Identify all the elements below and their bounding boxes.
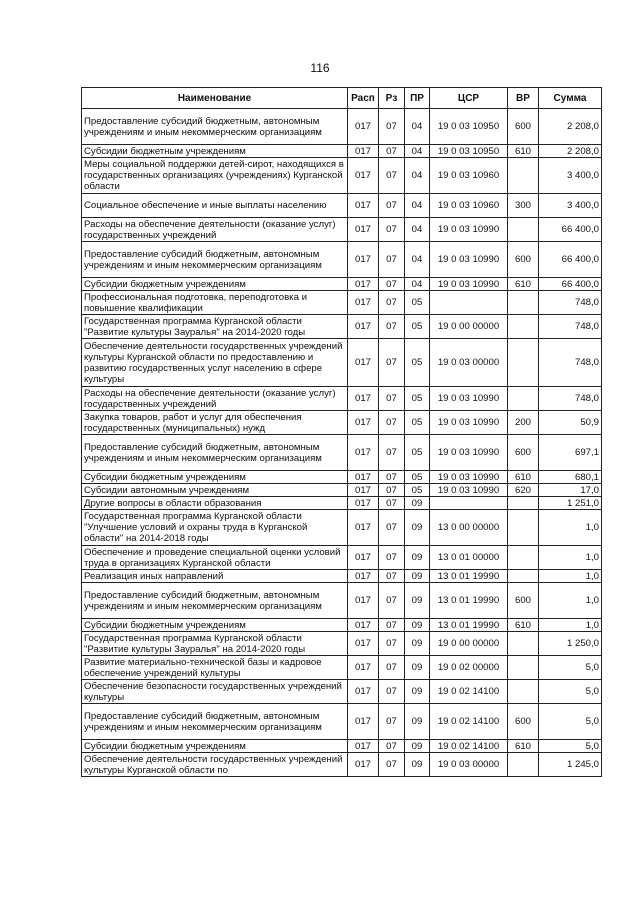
cell-rz: 07 — [379, 740, 405, 753]
cell-rasp: 017 — [348, 656, 379, 680]
cell-name: Предоставление субсидий бюджетным, автономным учреждениям и иным некоммерческим организациям — [82, 704, 348, 740]
cell-vr: 620 — [508, 484, 539, 497]
cell-vr: 600 — [508, 242, 539, 278]
cell-rasp: 017 — [348, 435, 379, 471]
cell-sum: 748,0 — [539, 291, 602, 315]
cell-vr: 600 — [508, 109, 539, 145]
cell-sum: 1 251,0 — [539, 497, 602, 510]
cell-csr: 19 0 00 00000 — [430, 315, 508, 339]
cell-rz: 07 — [379, 619, 405, 632]
cell-csr: 13 0 01 19990 — [430, 583, 508, 619]
cell-sum: 748,0 — [539, 339, 602, 387]
cell-rasp: 017 — [348, 278, 379, 291]
cell-name: Социальное обеспечение и иные выплаты населению — [82, 194, 348, 218]
cell-csr: 19 0 02 00000 — [430, 656, 508, 680]
table-row — [82, 158, 602, 194]
cell-rz: 07 — [379, 194, 405, 218]
cell-sum: 2 208,0 — [539, 145, 602, 158]
cell-vr — [508, 680, 539, 704]
cell-sum: 1,0 — [539, 510, 602, 546]
cell-pr: 09 — [405, 704, 430, 740]
cell-sum: 1 250,0 — [539, 632, 602, 656]
cell-rz: 07 — [379, 278, 405, 291]
cell-rz: 07 — [379, 484, 405, 497]
cell-rz: 07 — [379, 291, 405, 315]
cell-pr: 04 — [405, 242, 430, 278]
cell-csr: 19 0 03 10960 — [430, 194, 508, 218]
cell-rz: 07 — [379, 497, 405, 510]
header-name: Наименование — [82, 88, 348, 109]
table-body — [82, 109, 602, 777]
cell-csr: 19 0 03 10990 — [430, 218, 508, 242]
cell-vr — [508, 497, 539, 510]
table-row — [82, 510, 602, 546]
cell-pr: 09 — [405, 740, 430, 753]
cell-rz: 07 — [379, 242, 405, 278]
cell-rasp: 017 — [348, 570, 379, 583]
cell-rasp: 017 — [348, 145, 379, 158]
cell-name: Государственная программа Курганской области "Улучшение условий и охраны труда в Курганской области" на 2014-2018 годы — [82, 510, 348, 546]
table-row — [82, 315, 602, 339]
cell-sum: 5,0 — [539, 704, 602, 740]
cell-name: Государственная программа Курганской области "Развитие культуры Зауралья" на 2014-2020 годы — [82, 315, 348, 339]
table-row — [82, 387, 602, 411]
cell-pr: 09 — [405, 570, 430, 583]
cell-csr: 13 0 01 19990 — [430, 619, 508, 632]
table-row — [82, 145, 602, 158]
cell-rz: 07 — [379, 435, 405, 471]
cell-rz: 07 — [379, 632, 405, 656]
budget-table — [81, 87, 602, 777]
cell-vr: 300 — [508, 194, 539, 218]
table-row — [82, 194, 602, 218]
cell-rz: 07 — [379, 680, 405, 704]
cell-pr: 09 — [405, 497, 430, 510]
cell-name: Предоставление субсидий бюджетным, автономным учреждениям и иным некоммерческим организациям — [82, 435, 348, 471]
cell-csr — [430, 497, 508, 510]
cell-csr: 19 0 03 10990 — [430, 242, 508, 278]
cell-rz: 07 — [379, 158, 405, 194]
cell-name: Государственная программа Курганской области "Развитие культуры Зауралья" на 2014-2020 годы — [82, 632, 348, 656]
cell-pr: 09 — [405, 583, 430, 619]
table-row — [82, 680, 602, 704]
cell-sum: 66 400,0 — [539, 278, 602, 291]
cell-pr: 05 — [405, 339, 430, 387]
cell-rz: 07 — [379, 315, 405, 339]
cell-name: Субсидии бюджетным учреждениям — [82, 740, 348, 753]
cell-vr: 600 — [508, 704, 539, 740]
table-row — [82, 109, 602, 145]
cell-rasp: 017 — [348, 315, 379, 339]
cell-csr: 19 0 03 00000 — [430, 753, 508, 777]
table-row — [82, 740, 602, 753]
cell-rasp: 017 — [348, 339, 379, 387]
cell-name: Закупка товаров, работ и услуг для обеспечения государственных (муниципальных) нужд — [82, 411, 348, 435]
table-header-row — [82, 88, 602, 109]
cell-rz: 07 — [379, 546, 405, 570]
header-vr: ВР — [508, 88, 539, 109]
cell-rasp: 017 — [348, 740, 379, 753]
cell-name: Реализация иных направлений — [82, 570, 348, 583]
table-row — [82, 753, 602, 777]
cell-sum: 1,0 — [539, 546, 602, 570]
cell-rasp: 017 — [348, 632, 379, 656]
table-row — [82, 411, 602, 435]
cell-rz: 07 — [379, 218, 405, 242]
cell-name: Профессиональная подготовка, переподготовка и повышение квалификации — [82, 291, 348, 315]
cell-rasp: 017 — [348, 387, 379, 411]
cell-vr — [508, 218, 539, 242]
cell-name: Расходы на обеспечение деятельности (оказание услуг) государственных учреждений — [82, 218, 348, 242]
cell-rz: 07 — [379, 656, 405, 680]
cell-vr — [508, 510, 539, 546]
cell-rasp: 017 — [348, 194, 379, 218]
table-row — [82, 619, 602, 632]
cell-vr — [508, 656, 539, 680]
cell-pr: 05 — [405, 387, 430, 411]
cell-csr: 19 0 03 10990 — [430, 411, 508, 435]
cell-csr — [430, 291, 508, 315]
cell-csr: 19 0 03 00000 — [430, 339, 508, 387]
header-pr: ПР — [405, 88, 430, 109]
cell-sum: 680,1 — [539, 471, 602, 484]
cell-sum: 1,0 — [539, 570, 602, 583]
cell-pr: 05 — [405, 484, 430, 497]
cell-csr: 19 0 03 10950 — [430, 145, 508, 158]
cell-csr: 19 0 02 14100 — [430, 680, 508, 704]
cell-rz: 07 — [379, 471, 405, 484]
cell-sum: 66 400,0 — [539, 242, 602, 278]
cell-csr: 19 0 03 10990 — [430, 435, 508, 471]
cell-name: Предоставление субсидий бюджетным, автономным учреждениям и иным некоммерческим организациям — [82, 109, 348, 145]
cell-vr — [508, 158, 539, 194]
cell-rz: 07 — [379, 510, 405, 546]
page-number: 116 — [310, 61, 330, 75]
cell-rasp: 017 — [348, 484, 379, 497]
cell-name: Расходы на обеспечение деятельности (оказание услуг) государственных учреждений — [82, 387, 348, 411]
cell-csr: 13 0 00 00000 — [430, 510, 508, 546]
cell-sum: 697,1 — [539, 435, 602, 471]
cell-pr: 09 — [405, 656, 430, 680]
table-row — [82, 497, 602, 510]
header-rz: Рз — [379, 88, 405, 109]
cell-sum: 5,0 — [539, 740, 602, 753]
table-row — [82, 704, 602, 740]
cell-vr — [508, 339, 539, 387]
table-row — [82, 570, 602, 583]
cell-name: Меры социальной поддержки детей-сирот, находящихся в государственных организациях (учреждениях) Курганской области — [82, 158, 348, 194]
cell-csr: 19 0 03 10960 — [430, 158, 508, 194]
cell-pr: 05 — [405, 435, 430, 471]
cell-rz: 07 — [379, 145, 405, 158]
cell-pr: 04 — [405, 194, 430, 218]
cell-sum: 1 245,0 — [539, 753, 602, 777]
cell-csr: 19 0 03 10990 — [430, 484, 508, 497]
cell-vr — [508, 570, 539, 583]
cell-vr: 600 — [508, 435, 539, 471]
cell-name: Обеспечение деятельности государственных учреждений культуры Курганской области по — [82, 753, 348, 777]
cell-sum: 50,9 — [539, 411, 602, 435]
cell-name: Субсидии автономным учреждениям — [82, 484, 348, 497]
cell-sum: 748,0 — [539, 315, 602, 339]
cell-vr: 610 — [508, 145, 539, 158]
cell-rz: 07 — [379, 339, 405, 387]
cell-sum: 1,0 — [539, 583, 602, 619]
header-rasp: Расп — [348, 88, 379, 109]
cell-pr: 05 — [405, 471, 430, 484]
cell-vr — [508, 632, 539, 656]
cell-pr: 09 — [405, 680, 430, 704]
cell-rasp: 017 — [348, 109, 379, 145]
cell-rz: 07 — [379, 570, 405, 583]
table-row — [82, 435, 602, 471]
cell-rz: 07 — [379, 109, 405, 145]
cell-rz: 07 — [379, 753, 405, 777]
cell-vr — [508, 753, 539, 777]
cell-rasp: 017 — [348, 546, 379, 570]
cell-vr: 610 — [508, 740, 539, 753]
cell-pr: 04 — [405, 158, 430, 194]
cell-sum: 3 400,0 — [539, 158, 602, 194]
table-row — [82, 583, 602, 619]
cell-csr: 19 0 00 00000 — [430, 632, 508, 656]
cell-pr: 05 — [405, 411, 430, 435]
cell-rasp: 017 — [348, 497, 379, 510]
table-row — [82, 218, 602, 242]
cell-rasp: 017 — [348, 619, 379, 632]
cell-sum: 5,0 — [539, 656, 602, 680]
table-row — [82, 656, 602, 680]
cell-name: Субсидии бюджетным учреждениям — [82, 619, 348, 632]
cell-vr: 610 — [508, 471, 539, 484]
cell-rasp: 017 — [348, 242, 379, 278]
cell-pr: 09 — [405, 546, 430, 570]
cell-vr: 600 — [508, 583, 539, 619]
cell-csr: 19 0 03 10990 — [430, 387, 508, 411]
cell-csr: 19 0 03 10990 — [430, 278, 508, 291]
cell-rasp: 017 — [348, 583, 379, 619]
cell-rz: 07 — [379, 387, 405, 411]
cell-pr: 09 — [405, 619, 430, 632]
cell-rz: 07 — [379, 411, 405, 435]
cell-rasp: 017 — [348, 471, 379, 484]
cell-pr: 04 — [405, 109, 430, 145]
cell-rasp: 017 — [348, 753, 379, 777]
cell-pr: 05 — [405, 291, 430, 315]
cell-name: Субсидии бюджетным учреждениям — [82, 471, 348, 484]
cell-csr: 19 0 02 14100 — [430, 704, 508, 740]
table-row — [82, 242, 602, 278]
cell-name: Субсидии бюджетным учреждениям — [82, 145, 348, 158]
cell-pr: 09 — [405, 753, 430, 777]
cell-rasp: 017 — [348, 218, 379, 242]
cell-sum: 66 400,0 — [539, 218, 602, 242]
cell-pr: 09 — [405, 632, 430, 656]
cell-vr: 200 — [508, 411, 539, 435]
header-sum: Сумма — [539, 88, 602, 109]
cell-sum: 748,0 — [539, 387, 602, 411]
cell-pr: 04 — [405, 145, 430, 158]
cell-csr: 13 0 01 00000 — [430, 546, 508, 570]
cell-pr: 05 — [405, 315, 430, 339]
cell-vr — [508, 387, 539, 411]
cell-pr: 09 — [405, 510, 430, 546]
cell-rasp: 017 — [348, 291, 379, 315]
table-row — [82, 546, 602, 570]
cell-rasp: 017 — [348, 411, 379, 435]
table-row — [82, 339, 602, 387]
cell-rasp: 017 — [348, 158, 379, 194]
cell-csr: 13 0 01 19990 — [430, 570, 508, 583]
table-row — [82, 632, 602, 656]
header-csr: ЦСР — [430, 88, 508, 109]
cell-name: Предоставление субсидий бюджетным, автономным учреждениям и иным некоммерческим организациям — [82, 583, 348, 619]
table-row — [82, 484, 602, 497]
cell-rasp: 017 — [348, 704, 379, 740]
cell-sum: 5,0 — [539, 680, 602, 704]
cell-sum: 1,0 — [539, 619, 602, 632]
cell-name: Обеспечение деятельности государственных учреждений культуры Курганской области по предоставлению и развитию государственных услуг населению в сфере культуры — [82, 339, 348, 387]
cell-vr: 610 — [508, 619, 539, 632]
cell-sum: 17,0 — [539, 484, 602, 497]
cell-sum: 3 400,0 — [539, 194, 602, 218]
cell-vr — [508, 291, 539, 315]
cell-vr — [508, 546, 539, 570]
cell-vr: 610 — [508, 278, 539, 291]
cell-vr — [508, 315, 539, 339]
cell-name: Другие вопросы в области образования — [82, 497, 348, 510]
cell-pr: 04 — [405, 278, 430, 291]
cell-name: Предоставление субсидий бюджетным, автономным учреждениям и иным некоммерческим организациям — [82, 242, 348, 278]
cell-name: Субсидии бюджетным учреждениям — [82, 278, 348, 291]
cell-csr: 19 0 03 10950 — [430, 109, 508, 145]
cell-pr: 04 — [405, 218, 430, 242]
cell-rz: 07 — [379, 583, 405, 619]
cell-name: Развитие материально-технической базы и кадровое обеспечение учреждений культуры — [82, 656, 348, 680]
table-row — [82, 291, 602, 315]
cell-sum: 2 208,0 — [539, 109, 602, 145]
cell-name: Обеспечение и проведение специальной оценки условий труда в организациях Курганской области — [82, 546, 348, 570]
cell-rasp: 017 — [348, 510, 379, 546]
cell-name: Обеспечение безопасности государственных учреждений культуры — [82, 680, 348, 704]
cell-rasp: 017 — [348, 680, 379, 704]
cell-csr: 19 0 03 10990 — [430, 471, 508, 484]
cell-csr: 19 0 02 14100 — [430, 740, 508, 753]
cell-rz: 07 — [379, 704, 405, 740]
table-row — [82, 471, 602, 484]
table-row — [82, 278, 602, 291]
